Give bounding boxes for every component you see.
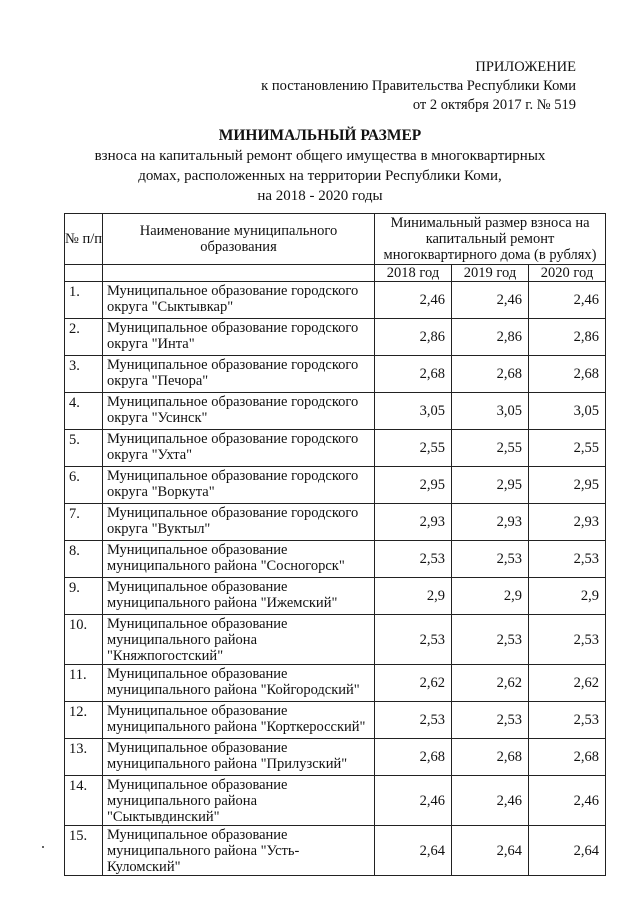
row-value-2020: 2,9 xyxy=(529,578,606,615)
table-row xyxy=(65,356,606,393)
row-number: 11. xyxy=(65,665,103,702)
row-value-2020: 2,55 xyxy=(529,430,606,467)
title-subtitle: взноса на капитальный ремонт общего имущества в многоквартирных домах, расположенных на территории Республики Коми, xyxy=(94,148,546,184)
table-row xyxy=(65,541,606,578)
table-row xyxy=(65,393,606,430)
table-row xyxy=(65,665,606,702)
table-row xyxy=(65,430,606,467)
table-row xyxy=(65,826,606,876)
row-municipality: Муниципальное образование муниципального района "Ижемский" xyxy=(103,578,375,615)
row-value-2019: 2,46 xyxy=(452,776,529,826)
row-municipality: Муниципальное образование городского округа "Воркута" xyxy=(103,467,375,504)
row-value-2019: 2,55 xyxy=(452,430,529,467)
row-value-2020: 2,95 xyxy=(529,467,606,504)
title-main: МИНИМАЛЬНЫЙ РАЗМЕР xyxy=(218,127,422,144)
table-row xyxy=(65,739,606,776)
row-value-2019: 2,64 xyxy=(452,826,529,876)
row-value-2020: 2,68 xyxy=(529,739,606,776)
row-value-2019: 2,62 xyxy=(452,665,529,702)
row-number: 2. xyxy=(65,319,103,356)
row-value-2018: 3,05 xyxy=(375,393,452,430)
row-municipality: Муниципальное образование городского округа "Усинск" xyxy=(103,393,375,430)
scan-speck xyxy=(42,846,44,848)
row-value-2020: 2,86 xyxy=(529,319,606,356)
row-value-2020: 2,53 xyxy=(529,702,606,739)
row-municipality: Муниципальное образование городского округа "Инта" xyxy=(103,319,375,356)
header-number: № п/п xyxy=(65,214,103,265)
row-value-2018: 2,86 xyxy=(375,319,452,356)
row-municipality: Муниципальное образование городского округа "Вуктыл" xyxy=(103,504,375,541)
header-municipality: Наименование муниципального образования xyxy=(103,214,375,265)
row-value-2019: 2,9 xyxy=(452,578,529,615)
row-number: 3. xyxy=(65,356,103,393)
row-number: 15. xyxy=(65,826,103,876)
header-name-blank xyxy=(103,265,375,282)
row-value-2018: 2,9 xyxy=(375,578,452,615)
appendix-resolution: к постановлению Правительства Республики Коми xyxy=(261,78,576,94)
row-number: 8. xyxy=(65,541,103,578)
row-value-2019: 2,68 xyxy=(452,356,529,393)
row-number: 5. xyxy=(65,430,103,467)
table-row xyxy=(65,467,606,504)
row-municipality: Муниципальное образование муниципального района "Усть-Куломский" xyxy=(103,826,375,876)
table-row xyxy=(65,615,606,665)
row-municipality: Муниципальное образование муниципального района "Сыктывдинский" xyxy=(103,776,375,826)
row-number: 1. xyxy=(65,282,103,319)
header-fee-group: Минимальный размер взноса на капитальный ремонт многоквартирного дома (в рублях) xyxy=(375,214,606,265)
row-value-2018: 2,53 xyxy=(375,615,452,665)
row-number: 14. xyxy=(65,776,103,826)
row-value-2018: 2,62 xyxy=(375,665,452,702)
row-number: 13. xyxy=(65,739,103,776)
row-value-2020: 2,93 xyxy=(529,504,606,541)
table-row xyxy=(65,282,606,319)
row-municipality: Муниципальное образование муниципального района "Княжпогостский" xyxy=(103,615,375,665)
row-value-2020: 2,68 xyxy=(529,356,606,393)
fee-table xyxy=(64,213,606,876)
row-value-2020: 2,64 xyxy=(529,826,606,876)
row-value-2020: 2,46 xyxy=(529,776,606,826)
row-value-2018: 2,46 xyxy=(375,776,452,826)
table-row xyxy=(65,578,606,615)
row-value-2019: 2,86 xyxy=(452,319,529,356)
row-value-2018: 2,64 xyxy=(375,826,452,876)
header-year-2018: 2018 год xyxy=(375,265,452,282)
row-municipality: Муниципальное образование муниципального района "Корткеросский" xyxy=(103,702,375,739)
row-value-2019: 2,46 xyxy=(452,282,529,319)
appendix-label: ПРИЛОЖЕНИЕ xyxy=(475,59,576,75)
row-municipality: Муниципальное образование муниципального района "Койгородский" xyxy=(103,665,375,702)
table-row xyxy=(65,319,606,356)
header-year-2019: 2019 год xyxy=(452,265,529,282)
row-value-2018: 2,95 xyxy=(375,467,452,504)
row-value-2018: 2,68 xyxy=(375,356,452,393)
row-number: 7. xyxy=(65,504,103,541)
table-row xyxy=(65,702,606,739)
row-value-2018: 2,46 xyxy=(375,282,452,319)
row-value-2018: 2,53 xyxy=(375,541,452,578)
row-value-2020: 2,62 xyxy=(529,665,606,702)
document-title xyxy=(0,126,640,206)
table-row xyxy=(65,776,606,826)
row-value-2018: 2,68 xyxy=(375,739,452,776)
row-value-2018: 2,93 xyxy=(375,504,452,541)
row-value-2018: 2,55 xyxy=(375,430,452,467)
row-value-2019: 3,05 xyxy=(452,393,529,430)
row-number: 12. xyxy=(65,702,103,739)
table-row xyxy=(65,504,606,541)
row-value-2020: 2,53 xyxy=(529,615,606,665)
row-municipality: Муниципальное образование городского округа "Печора" xyxy=(103,356,375,393)
row-value-2019: 2,68 xyxy=(452,739,529,776)
row-value-2018: 2,53 xyxy=(375,702,452,739)
row-number: 9. xyxy=(65,578,103,615)
row-value-2019: 2,93 xyxy=(452,504,529,541)
row-value-2020: 2,46 xyxy=(529,282,606,319)
row-municipality: Муниципальное образование городского округа "Сыктывкар" xyxy=(103,282,375,319)
row-value-2019: 2,53 xyxy=(452,541,529,578)
appendix-date: от 2 октября 2017 г. № 519 xyxy=(412,97,576,113)
row-municipality: Муниципальное образование муниципального района "Прилузский" xyxy=(103,739,375,776)
row-value-2019: 2,95 xyxy=(452,467,529,504)
header-number-blank xyxy=(65,265,103,282)
row-value-2020: 3,05 xyxy=(529,393,606,430)
row-value-2020: 2,53 xyxy=(529,541,606,578)
row-number: 10. xyxy=(65,615,103,665)
row-value-2019: 2,53 xyxy=(452,702,529,739)
row-number: 6. xyxy=(65,467,103,504)
row-value-2019: 2,53 xyxy=(452,615,529,665)
title-years: на 2018 - 2020 годы xyxy=(257,188,383,204)
appendix-header xyxy=(261,58,576,115)
row-municipality: Муниципальное образование муниципального района "Сосногорск" xyxy=(103,541,375,578)
row-number: 4. xyxy=(65,393,103,430)
header-year-2020: 2020 год xyxy=(529,265,606,282)
row-municipality: Муниципальное образование городского округа "Ухта" xyxy=(103,430,375,467)
